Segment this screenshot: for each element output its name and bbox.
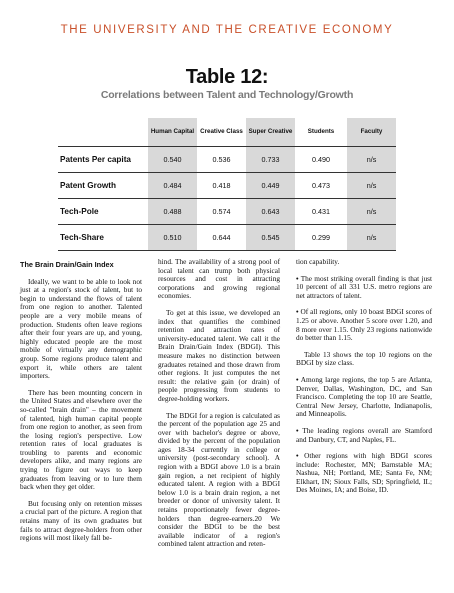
bullet-paragraph — [296, 275, 432, 301]
table-row — [58, 199, 396, 225]
bullet-icon: • — [296, 425, 299, 435]
paragraph: Table 13 shows the top 10 regions on the BDGI by size class. — [296, 349, 432, 368]
bullet-text: The leading regions overall are Stamford and Danbury, CT, and Naples, FL. — [296, 425, 432, 444]
table-cell: 0.510 — [148, 225, 197, 251]
column-header: Faculty — [347, 118, 396, 147]
row-label: Tech-Pole — [58, 199, 148, 225]
column-header: Human Capital — [148, 118, 197, 147]
column-header: Super Creative — [246, 118, 295, 147]
correlation-table — [58, 118, 396, 251]
paragraph: Ideally, we want to be able to look not just at a region's stock of talent, but to begin to understand the flows of talent from one region to another. Talented people are a very mobile means of production. Students often leave regions after their four years are up, and young, highly educated people are the most mobile of virtually any demographic group. Some regions produce talent and export it, while others are talent importers. — [20, 276, 142, 381]
table-cell: 0.418 — [197, 173, 246, 199]
bullet-paragraph — [296, 427, 432, 444]
section-heading: The Brain Drain/Gain Index — [20, 260, 114, 269]
table-cell: n/s — [347, 225, 396, 251]
paragraph: tion capability. — [296, 257, 340, 266]
table-cell: 0.545 — [246, 225, 295, 251]
row-label: Patent Growth — [58, 173, 148, 199]
article-column-1 — [20, 261, 142, 551]
article-column-2 — [158, 258, 280, 557]
paragraph: hind. The availability of a strong pool of local talent can trump both physical resources and cost in attracting corporations and growing regional economies. — [158, 257, 280, 301]
table-cell: 0.536 — [197, 147, 246, 173]
bullet-icon: • — [296, 374, 299, 384]
header-corner — [58, 118, 148, 147]
bullet-paragraph — [296, 376, 432, 419]
row-label: Patents Per capita — [58, 147, 148, 173]
bullet-text: Other regions with high BDGI scores include: Rochester, MN; Barnstable MA; Nashua, NH; Portland, ME; Santa Fe, NM; Elkhart, IN; Sioux Falls, SD; Springfield, IL; Des Moines, IA; and Boise, ID. — [296, 451, 433, 495]
bullet-icon: • — [296, 273, 299, 283]
table-header-row — [58, 118, 396, 147]
row-label: Tech-Share — [58, 225, 148, 251]
article-column-3 — [296, 258, 432, 503]
table-row — [58, 225, 396, 251]
table-title: Table 12: — [185, 66, 269, 88]
table-cell: 0.431 — [295, 199, 347, 225]
table-row — [58, 147, 396, 173]
bullet-text: The most striking overall finding is that just 10 percent of all 331 U.S. metro regions are net attractors of talent. — [296, 273, 432, 300]
table-cell: 0.299 — [295, 225, 347, 251]
bullet-paragraph — [296, 452, 432, 495]
bullet-text: Of all regions, only 10 boast BDGI scores of 1.25 or above. Another 5 score over 1.20, and 8 more over 1.15. Only 23 regions nationwide do better than 1.15. — [296, 307, 433, 343]
table-cell: n/s — [347, 173, 396, 199]
table-row — [58, 173, 396, 199]
table-cell: 0.643 — [246, 199, 295, 225]
table-cell: 0.473 — [295, 173, 347, 199]
bullet-paragraph — [296, 308, 432, 342]
table-cell: 0.484 — [148, 173, 197, 199]
column-header: Creative Class — [197, 118, 246, 147]
bullet-text: Among large regions, the top 5 are Atlanta, Denver, Dallas, Washington, DC, and San Francisco. Completing the top 10 are Seattle, Central New Jersey, Charlotte, Indianapolis, and Minneapolis. — [296, 374, 432, 419]
table-cell: n/s — [347, 199, 396, 225]
table-cell: 0.574 — [197, 199, 246, 225]
table-cell: 0.488 — [148, 199, 197, 225]
bullet-icon: • — [296, 307, 299, 317]
table-cell: 0.449 — [246, 173, 295, 199]
table-cell: 0.490 — [295, 147, 347, 173]
paragraph: There has been mounting concern in the United States and elsewhere over the so-called "brain drain" – the movement of talented, high human capital people from one region to another, as seen from the losing region's perspective. Low retention rates of local graduates is troubling to parents and economic developers alike, and many regions are trying to figure out ways to keep graduates from leaving or to lure them back when they get older. — [20, 387, 142, 492]
table-cell: 0.733 — [246, 147, 295, 173]
table-cell: 0.540 — [148, 147, 197, 173]
paragraph: The BDGI for a region is calculated as the percent of the population age 25 and over with bachelor's degree or above, divided by the percent of the population ages 18-34 currently in college or university (post-secondary school). A region with a BDGI above 1.0 is a brain gain region, a net recipient of highly educated talent. A region with a BDGI below 1.0 is a brain drain region, a net breeder or donor of university talent. It retains proportionately fewer degree-holders than degree-earners.20 We consider the BDGI to be the best available indicator of a region's combined talent attraction and reten- — [158, 410, 280, 549]
table-cell: 0.644 — [197, 225, 246, 251]
table-subtitle: Correlations between Talent and Technology/Growth — [100, 89, 354, 101]
paragraph: But focusing only on retention misses a crucial part of the picture. A region that retains many of its own graduates but fails to attract degree-holders from other regions will most likely fall be- — [20, 498, 142, 543]
paragraph: To get at this issue, we developed an index that quantifies the combined retention and attraction rates of university-educated talent. We call it the Brain Drain/Gain Index (BDGI). This measure makes no distinction between graduates retained and those drawn from other regions. It just computes the net result: the relative gain (or drain) of people progressing from students to degree-holding workers. — [158, 307, 280, 403]
column-header: Students — [295, 118, 347, 147]
page-header: THE UNIVERSITY AND THE CREATIVE ECONOMY — [60, 24, 394, 36]
bullet-icon: • — [296, 451, 299, 461]
table-cell: n/s — [347, 147, 396, 173]
